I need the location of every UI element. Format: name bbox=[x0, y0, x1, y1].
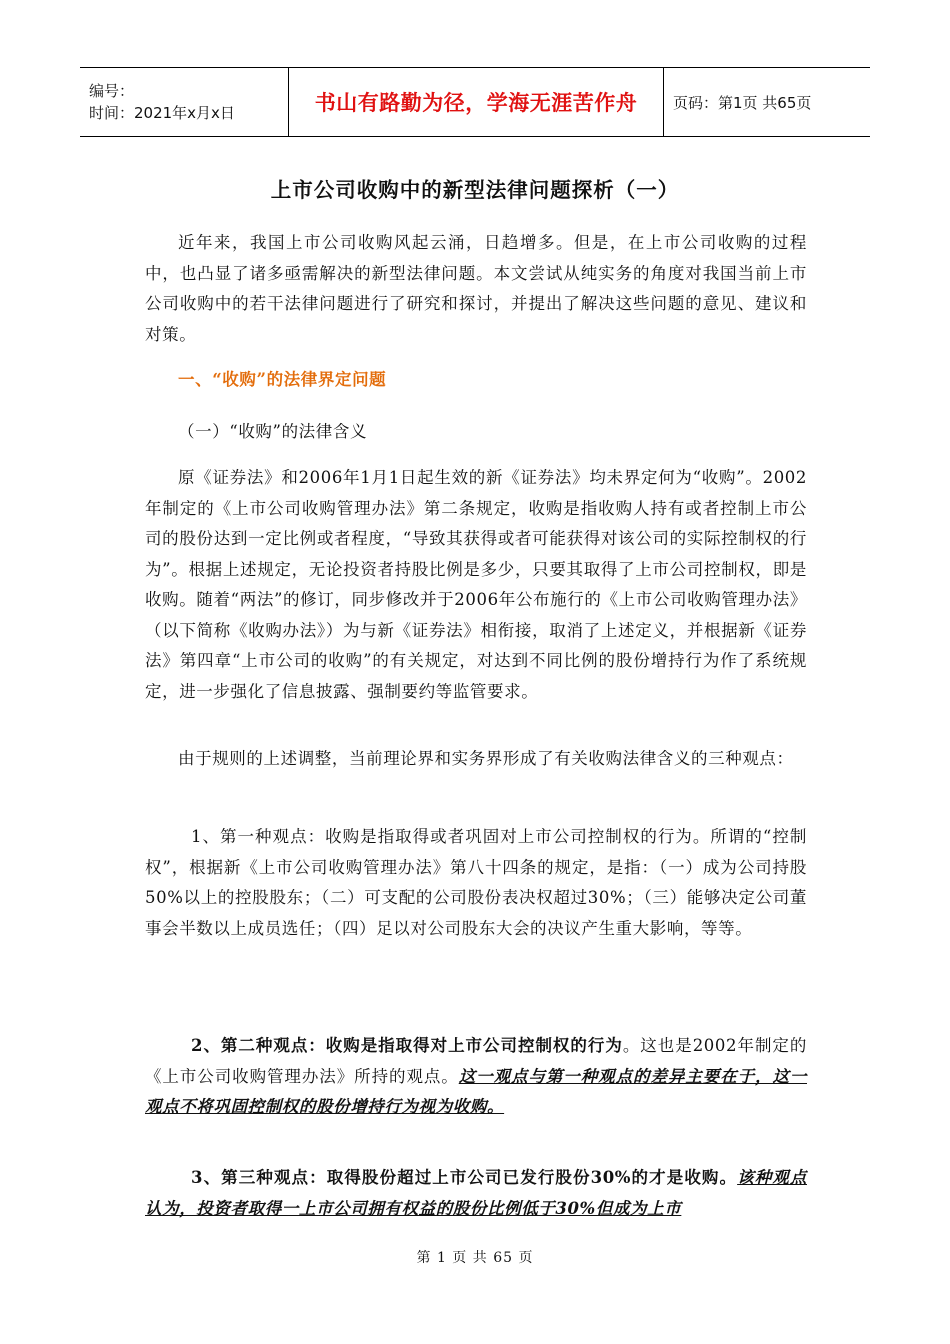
view-2-text: 。这也是2002年制定的《上市公司收购管理办法》所持的观点。 bbox=[145, 1036, 807, 1086]
document-number-label: 编号： bbox=[89, 82, 135, 100]
section-heading: 一、“收购”的法律界定问题 bbox=[178, 370, 387, 389]
view-3-heading: 3、第三种观点：取得股份超过上市公司已发行股份30%的才是收购。 bbox=[191, 1168, 738, 1187]
page-footer: 第 1 页 共 65 页 bbox=[416, 1250, 534, 1266]
page-header bbox=[80, 67, 870, 137]
document-title: 上市公司收购中的新型法律问题探析（一） bbox=[270, 178, 680, 202]
view-2-paragraph bbox=[145, 1031, 807, 1123]
document-date: 时间：2021年x月x日 bbox=[89, 104, 235, 122]
motto-text: 书山有路勤为径，学海无涯苦作舟 bbox=[314, 91, 638, 115]
view-3-paragraph bbox=[145, 1163, 807, 1224]
header-motto bbox=[289, 68, 664, 136]
view-2-emphasis: 这一观点与第一种观点的差异主要在于，这一观点不将巩固控制权的股份增持行为视为收购。 bbox=[145, 1066, 807, 1116]
view-1-paragraph: 1、第一种观点：收购是指取得或者巩固对上市公司控制权的行为。所谓的“控制权”，根据新《上市公司收购管理办法》第八十四条的规定，是指：（一）成为公司持股50%以上的控股股东；（二）可支配的公司股份表决权超过30%；（三）能够决定公司董事会半数以上成员选任；（四）足以对公司股东大会的决议产生重大影响，等等。 bbox=[145, 827, 807, 938]
header-page-code bbox=[664, 68, 870, 136]
body-paragraph-1: 原《证券法》和2006年1月1日起生效的新《证券法》均未界定何为“收购”。2002年制定的《上市公司收购管理办法》第二条规定，收购是指收购人持有或者控制上市公司的股份达到一定比例或者程度，“导致其获得或者可能获得对该公司的实际控制权的行为”。根据上述规定，无论投资者持股比例是多少，只要其取得了上市公司控制权，即是收购。随着“两法”的修订，同步修改并于2006年公布施行的《上市公司收购管理办法》（以下简称《收购办法》）为与新《证券法》相衔接，取消了上述定义，并根据新《证券法》第四章“上市公司的收购”的有关规定，对达到不同比例的股份增持行为作了系统规定，进一步强化了信息披露、强制要约等监管要求。 bbox=[145, 468, 807, 701]
body-paragraph-2: 由于规则的上述调整，当前理论界和实务界形成了有关收购法律含义的三种观点： bbox=[178, 749, 794, 768]
view-3-emphasis: 该种观点认为，投资者取得一上市公司拥有权益的股份比例低于30%但成为上市 bbox=[145, 1168, 807, 1218]
header-meta bbox=[80, 68, 289, 136]
subsection-heading: （一）“收购”的法律含义 bbox=[178, 422, 368, 441]
page-code-text: 页码：第1页 共65页 bbox=[673, 93, 812, 112]
intro-paragraph: 近年来，我国上市公司收购风起云涌，日趋增多。但是，在上市公司收购的过程中，也凸显了诸多亟需解决的新型法律问题。本文尝试从纯实务的角度对我国当前上市公司收购中的若干法律问题进行了研究和探讨，并提出了解决这些问题的意见、建议和对策。 bbox=[145, 233, 807, 344]
view-2-heading: 2、第二种观点：收购是指取得对上市公司控制权的行为 bbox=[191, 1036, 623, 1055]
